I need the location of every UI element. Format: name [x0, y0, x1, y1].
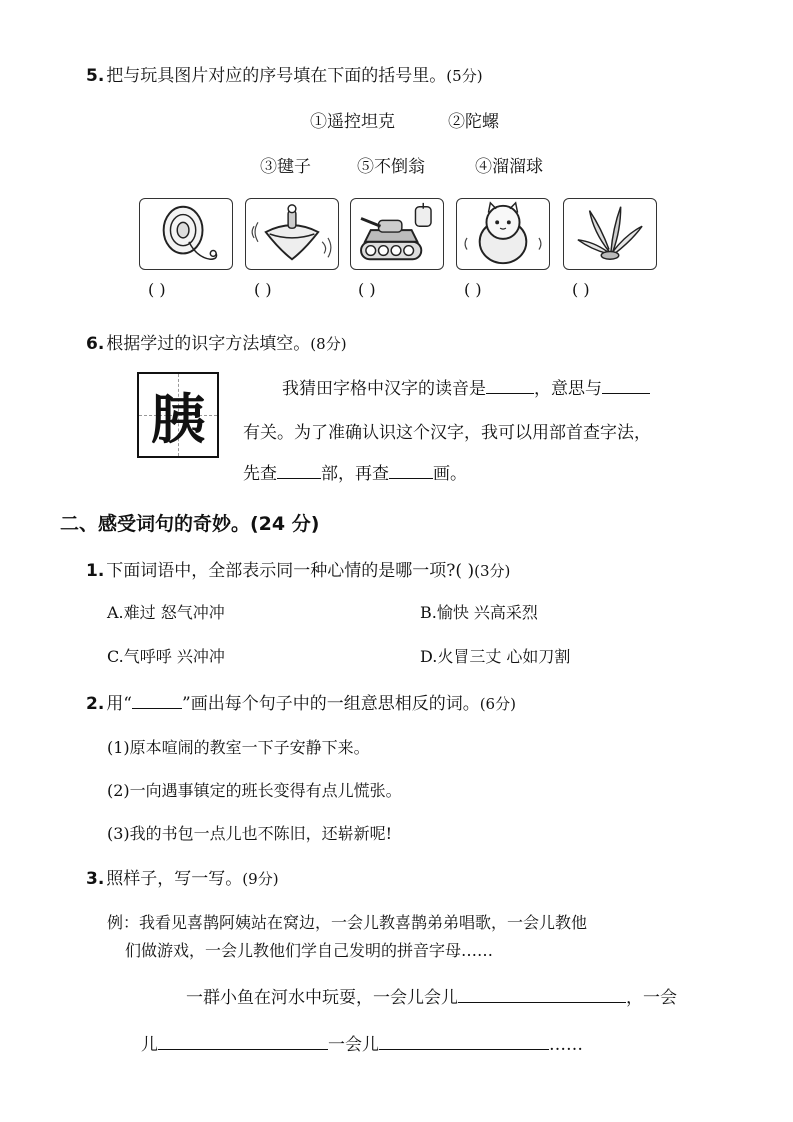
answer-paren[interactable]: ( )	[358, 280, 376, 299]
s2q2-sentence-3[interactable]: (3)我的书包一点儿也不陈旧，还崭新呢!	[107, 824, 393, 843]
s2q3-example-line-1: 例：我看见喜鹊阿姨站在窝边，一会儿教喜鹊弟弟唱歌，一会儿教他	[107, 913, 588, 932]
s2q3-fill-line-2	[141, 1030, 583, 1055]
q5-option: ④溜溜球	[475, 157, 543, 177]
s2q3-points: (9分)	[242, 870, 279, 888]
fill-blank-radical[interactable]	[277, 461, 321, 479]
s2q3-fill2-text-c: ……	[549, 1035, 583, 1055]
s2q1-points: (3分)	[474, 562, 511, 580]
q6-text: 根据学过的识字方法填空。	[106, 334, 311, 354]
tian-zi-grid	[137, 372, 219, 458]
fill-blank-pronunciation[interactable]	[486, 376, 534, 394]
q6-line-1	[282, 374, 650, 399]
s2q1-text: 下面词语中，全部表示同一种心情的是哪一项?( )	[106, 561, 475, 581]
s2q3-number: 3.	[86, 869, 105, 889]
answer-paren[interactable]: ( )	[464, 280, 482, 299]
tumbler-doll-icon	[457, 199, 549, 269]
answer-paren[interactable]: ( )	[254, 280, 272, 299]
s2q3-fill2-text-a: 儿	[141, 1035, 158, 1055]
toy-image-box	[139, 198, 233, 270]
toy-image-box	[563, 198, 657, 270]
q6-stem	[86, 329, 347, 354]
q6-line3-text-c: 画。	[433, 464, 467, 484]
q6-points: (8分)	[310, 335, 347, 353]
s2q2-stem	[86, 689, 516, 714]
s2q3-stem	[86, 864, 279, 889]
q6-number: 6.	[86, 334, 105, 354]
q5-points: (5分)	[446, 67, 483, 85]
s2q3-fill1-text-b: ，一会	[626, 988, 677, 1008]
q5-number: 5.	[86, 66, 105, 86]
q6-line-2: 有关。为了准确认识这个汉字，我可以用部首查字法，	[243, 423, 651, 443]
s2q3-fill-line-1	[186, 983, 677, 1008]
answer-paren[interactable]: ( )	[148, 280, 166, 299]
yoyo-icon	[140, 199, 232, 269]
s2q2-points: (6分)	[479, 695, 516, 713]
s2q1-option-d[interactable]: D.火冒三丈 心如刀割	[420, 647, 571, 666]
toy-image-box	[456, 198, 550, 270]
s2q3-fill1-text-a: 一群小鱼在河水中玩耍，一会儿会儿	[186, 988, 458, 1008]
grid-character: 胰	[151, 387, 205, 451]
q5-option: ②陀螺	[448, 112, 499, 132]
q6-line3-text-a: 先查	[243, 464, 277, 484]
fill-blank-strokes[interactable]	[389, 461, 433, 479]
q6-line1-text-b: ，意思与	[534, 379, 602, 399]
q6-line1-text-a: 我猜田字格中汉字的读音是	[282, 379, 486, 399]
toy-image-box	[350, 198, 444, 270]
q5-option: ①遥控坦克	[310, 112, 395, 132]
shuttlecock-icon	[564, 199, 656, 269]
s2q2-number: 2.	[86, 694, 105, 714]
underline-sample	[132, 691, 182, 709]
section-2-title: 二、感受词句的奇妙。(24 分)	[60, 513, 320, 535]
s2q1-option-c[interactable]: C.气呼呼 兴冲冲	[107, 647, 225, 666]
s2q1-number: 1.	[86, 561, 105, 581]
s2q3-fill2-text-b: 一会儿	[328, 1035, 379, 1055]
s2q3-text: 照样子，写一写。	[106, 869, 243, 889]
answer-paren[interactable]: ( )	[572, 280, 590, 299]
s2q1-stem	[86, 556, 510, 581]
q5-option: ③毽子	[260, 157, 311, 177]
q5-option: ⑤不倒翁	[357, 157, 425, 177]
fill-blank-meaning[interactable]	[602, 376, 650, 394]
s2q2-sentence-1[interactable]: (1)原本喧闹的教室一下子安静下来。	[107, 738, 370, 757]
s2q3-example-line-2: 们做游戏，一会儿教他们学自己发明的拼音字母……	[125, 941, 494, 960]
fill-blank-activity-1[interactable]	[458, 985, 626, 1003]
rc-tank-icon	[351, 199, 443, 269]
q5-stem	[86, 61, 483, 86]
s2q2-sentence-2[interactable]: (2)一向遇事镇定的班长变得有点儿慌张。	[107, 781, 402, 800]
toy-image-box	[245, 198, 339, 270]
s2q1-option-a[interactable]: A.难过 怒气冲冲	[107, 603, 225, 622]
fill-blank-activity-2[interactable]	[158, 1032, 328, 1050]
fill-blank-activity-3[interactable]	[379, 1032, 549, 1050]
s2q1-option-b[interactable]: B.愉快 兴高采烈	[420, 603, 538, 622]
q6-line3-text-b: 部，再查	[321, 464, 389, 484]
q5-text: 把与玩具图片对应的序号填在下面的括号里。	[106, 66, 447, 86]
s2q2-text-a: 用“	[106, 694, 132, 714]
spinning-top-icon	[246, 199, 338, 269]
q6-line-3	[243, 459, 467, 484]
s2q2-text-b: ”画出每个句子中的一组意思相反的词。	[182, 694, 480, 714]
